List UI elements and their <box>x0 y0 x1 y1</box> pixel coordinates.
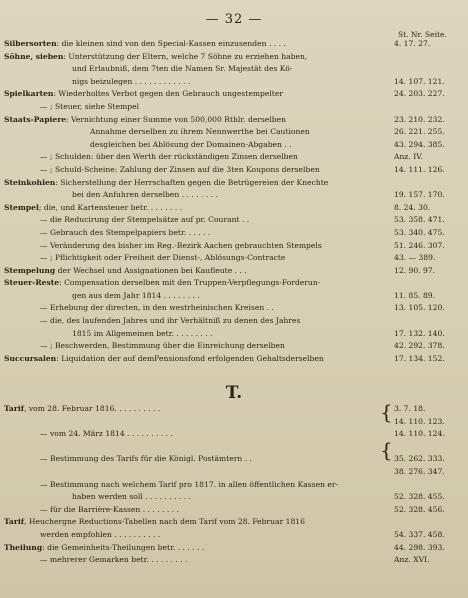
brace-mark: { <box>380 438 393 462</box>
entry-description: , Heuchergne Reductions-Tabellen nach dem Tarif vom 28. Februar 1816 <box>24 517 305 527</box>
entry-description: werden empfohlen . . . . . . . . . . <box>40 529 161 539</box>
entry-description: , vom 28. Februar 1816. . . . . . . . . . <box>24 404 161 413</box>
entry-text <box>4 202 182 215</box>
entry-reference: 14. 111. 126. <box>394 164 445 174</box>
entry-keyword: Silbersorten <box>4 39 57 48</box>
entry-text <box>40 151 298 164</box>
entry-description: — Bestimmung nach welchem Tarif pro 1817. in allen öffentlichen Kassen er- <box>40 479 339 489</box>
entry-description: — ; Beschwerden, Bestimmung über die Einreichung derselben <box>40 341 285 351</box>
entry-text <box>72 328 213 341</box>
index-entry <box>0 51 468 64</box>
index-entry <box>0 428 468 441</box>
entry-text <box>4 516 305 529</box>
index-entry <box>0 542 468 555</box>
entry-reference: 3. 7. 18. <box>394 404 426 413</box>
entry-keyword: Succursalen <box>4 353 57 363</box>
entry-text <box>40 214 249 227</box>
entry-text <box>40 479 338 492</box>
entry-text <box>90 139 292 152</box>
index-entry <box>0 466 468 479</box>
entry-reference: 43. 294. 385. <box>394 139 445 149</box>
entry-reference: 51. 246. 307. <box>394 240 445 250</box>
index-entry <box>0 340 468 353</box>
entry-description: : Wiederholtes Verbot gegen den Gebrauch ungestempelter <box>53 89 283 99</box>
entry-description: Annahme derselben zu ihrem Nennwerthe bei Cautionen <box>90 127 310 137</box>
index-entry <box>0 214 468 227</box>
index-entry <box>0 479 468 492</box>
entry-description: haben werden soll . . . . . . . . . . <box>72 492 191 502</box>
entry-description: — vom 24. März 1814 . . . . . . . . . . <box>40 429 173 439</box>
entry-keyword: Tarif <box>4 517 24 527</box>
entry-keyword: Söhne, sieben <box>4 51 64 61</box>
index-entry <box>0 315 468 328</box>
entry-description: — mehrerer Gemarken betr. . . . . . . . . <box>40 555 188 565</box>
entry-reference: 14. 107. 121. <box>394 76 445 86</box>
index-entry <box>0 126 468 139</box>
index-entry <box>0 227 468 240</box>
entry-reference: 53. 340. 475. <box>394 227 445 237</box>
index-entry <box>0 139 468 152</box>
entry-text <box>40 529 160 542</box>
entry-description: : Vernichtung einer Summe von 500,000 Rthlr. derselben <box>66 114 287 124</box>
page-number: — 32 — <box>205 12 263 27</box>
index-entry <box>0 252 468 265</box>
index-entry <box>0 177 468 190</box>
column-headings: St. Nr. Seite. <box>398 30 447 39</box>
entry-text <box>4 353 324 366</box>
entry-description: — ; Schuld-Scheine: Zahlung der Zinsen auf die 3ten Koupons derselben <box>40 164 320 174</box>
index-entry <box>0 76 468 89</box>
entry-text <box>72 63 292 76</box>
entry-keyword: Stempel <box>4 202 39 212</box>
entry-reference: 12. 90. 97. <box>394 265 436 275</box>
index-entry <box>0 202 468 215</box>
entry-keyword: Theilung <box>4 542 43 552</box>
index-list-s <box>0 38 468 365</box>
entry-description: — Bestimmung des Tarifs für die Königl. Postämtern . . <box>40 454 252 464</box>
entry-description: : Sicherstellung der Herrschaften gegen die Betrügereien der Knechte <box>55 177 329 187</box>
entry-description: — Veränderung des bisher im Reg.-Bezirk Aachen gebrauchten Stempels <box>40 240 322 250</box>
entry-reference: 53. 358. 471. <box>394 215 445 225</box>
index-entry <box>0 189 468 202</box>
entry-text <box>40 240 322 253</box>
entry-reference: 43. — 389. <box>394 253 436 263</box>
index-entry <box>0 38 468 51</box>
entry-description: bei den Anfuhren derselben . . . . . . . . <box>72 190 218 200</box>
index-entry <box>0 277 468 290</box>
entry-text <box>4 277 320 290</box>
entry-text <box>40 340 285 353</box>
entry-text <box>40 302 274 315</box>
entry-text <box>4 51 307 64</box>
entry-text <box>90 126 310 139</box>
entry-description: — Gebrauch des Stempelpapiers betr. . . . . . <box>40 227 211 237</box>
entry-description: der Wechsel und Assignationen bei Kaufleute . . . <box>55 265 247 275</box>
entry-text <box>40 453 252 466</box>
index-entry <box>0 290 468 303</box>
entry-reference: 38. 276. 347. <box>394 466 445 476</box>
entry-text <box>72 76 190 89</box>
entry-reference: 42. 292. 378. <box>394 341 445 351</box>
index-entry <box>0 403 468 416</box>
entry-text <box>4 403 160 416</box>
index-entry <box>0 453 468 466</box>
entry-description: — ; Pflichtigkeit oder Freiheit der Dienst-, Ablösungs-Contracte <box>40 253 286 263</box>
entry-description: : die kleinen sind von den Special-Kassen einzusenden . . . . <box>56 39 286 48</box>
entry-description: 1815 im Allgemeinen betr. . . . . . . . . <box>72 328 213 338</box>
brace-mark: { <box>380 400 393 424</box>
entry-description: — für die Barrière-Kassen . . . . . . . . <box>40 504 179 514</box>
index-entry <box>0 554 468 567</box>
entry-text <box>4 114 286 127</box>
entry-description: — Erhebung der directen, in den westrheinischen Kreisen . . <box>40 303 274 313</box>
entry-reference: Anz. IV. <box>394 152 423 162</box>
entry-reference: 17. 132. 140. <box>394 328 445 338</box>
index-entry <box>0 416 468 429</box>
entry-reference: 35. 262. 333. <box>394 454 445 464</box>
entry-keyword: Spielkarten <box>4 89 54 99</box>
entry-keyword: Staats-Papiere <box>4 114 67 124</box>
entry-text <box>72 290 200 303</box>
index-entry <box>0 240 468 253</box>
entry-text <box>40 227 210 240</box>
index-entry <box>0 328 468 341</box>
index-entry <box>0 63 468 76</box>
entry-text <box>40 252 285 265</box>
index-entry <box>0 504 468 517</box>
entry-text <box>40 101 139 114</box>
entry-text <box>72 189 218 202</box>
index-entry <box>0 529 468 542</box>
entry-keyword: Stempelung <box>4 265 56 275</box>
index-list-t <box>0 400 468 567</box>
entry-text <box>40 554 187 567</box>
entry-reference: 17. 134. 152. <box>394 353 445 363</box>
entry-reference: 52. 328. 456. <box>394 504 445 514</box>
index-entry <box>0 516 468 529</box>
entry-reference: 19. 157. 170. <box>394 190 445 200</box>
index-entry <box>0 353 468 366</box>
index-entry <box>0 88 468 101</box>
index-entry <box>0 441 468 454</box>
entry-description: nigs beizulegen . . . . . . . . . . . . <box>72 76 191 86</box>
entry-text <box>40 428 173 441</box>
index-entry <box>0 101 468 114</box>
entry-text <box>72 491 191 504</box>
entry-text <box>4 542 204 555</box>
index-entry <box>0 164 468 177</box>
entry-reference: 4. 17. 27. <box>394 39 431 48</box>
section-letter: T. <box>225 383 243 403</box>
entry-description: ; die, und Kartensteuer betr. . . . . . . . <box>38 202 183 212</box>
entry-description: : Liquidation der auf demPensionsfond erfolgenden Gehaltsderselben <box>56 353 324 363</box>
entry-reference: 14. 110. 123. <box>394 416 445 426</box>
entry-description: und Erlaubniß, dem 7ten die Namen Sr. Majestät des Kö- <box>72 64 293 74</box>
entry-reference: 23. 210. 232. <box>394 114 445 124</box>
index-entry <box>0 265 468 278</box>
entry-keyword: Steuer-Reste <box>4 278 60 288</box>
entry-text <box>40 504 179 517</box>
entry-keyword: Steinkohlen <box>4 177 56 187</box>
entry-reference: Anz. XVI. <box>394 555 430 565</box>
entry-description: — die Reducirung der Stempelsätze auf pr. Courant . . <box>40 215 250 225</box>
entry-text <box>4 38 286 51</box>
entry-text <box>40 164 320 177</box>
entry-description: : Unterstützung der Eltern, welche 7 Söhne zu erziehen haben, <box>63 51 308 61</box>
entry-reference: 52. 328. 455. <box>394 492 445 502</box>
entry-description: : die Gemeinheits-Theilungen betr. . . . . . . <box>42 542 205 552</box>
index-entry <box>0 302 468 315</box>
index-entry <box>0 151 468 164</box>
entry-reference: 24. 203. 227. <box>394 89 445 99</box>
entry-reference: 13. 105. 120. <box>394 303 445 313</box>
entry-reference: 44. 298. 393. <box>394 542 445 552</box>
entry-reference: 14. 110. 124. <box>394 429 445 439</box>
entry-reference: 11. 85. 89. <box>394 290 436 300</box>
entry-description: — ; Steuer, siehe Stempel <box>40 101 140 111</box>
entry-description: — die, des laufenden Jahres und ihr Verhältniß zu denen des Jahres <box>40 316 301 326</box>
entry-description: : Compensation derselben mit den Truppen-Verpflegungs-Forderun- <box>59 278 321 288</box>
index-entry <box>0 491 468 504</box>
entry-keyword: Tarif <box>4 404 24 413</box>
entry-text <box>4 265 247 278</box>
entry-text <box>4 88 283 101</box>
index-entry <box>0 114 468 127</box>
entry-text <box>40 315 300 328</box>
entry-description: gen aus dem Jahr 1814 . . . . . . . . <box>72 290 200 300</box>
entry-reference: 8. 24. 30. <box>394 202 431 212</box>
entry-reference: 26. 221. 255. <box>394 127 445 137</box>
entry-description: — ; Schulden: über den Werth der rückständigen Zinsen derselben <box>40 152 298 162</box>
entry-description: desgleichen bei Ablösung der Domainen-Abgaben . . <box>90 139 292 149</box>
entry-reference: 54. 337. 458. <box>394 529 445 539</box>
entry-text <box>4 177 328 190</box>
